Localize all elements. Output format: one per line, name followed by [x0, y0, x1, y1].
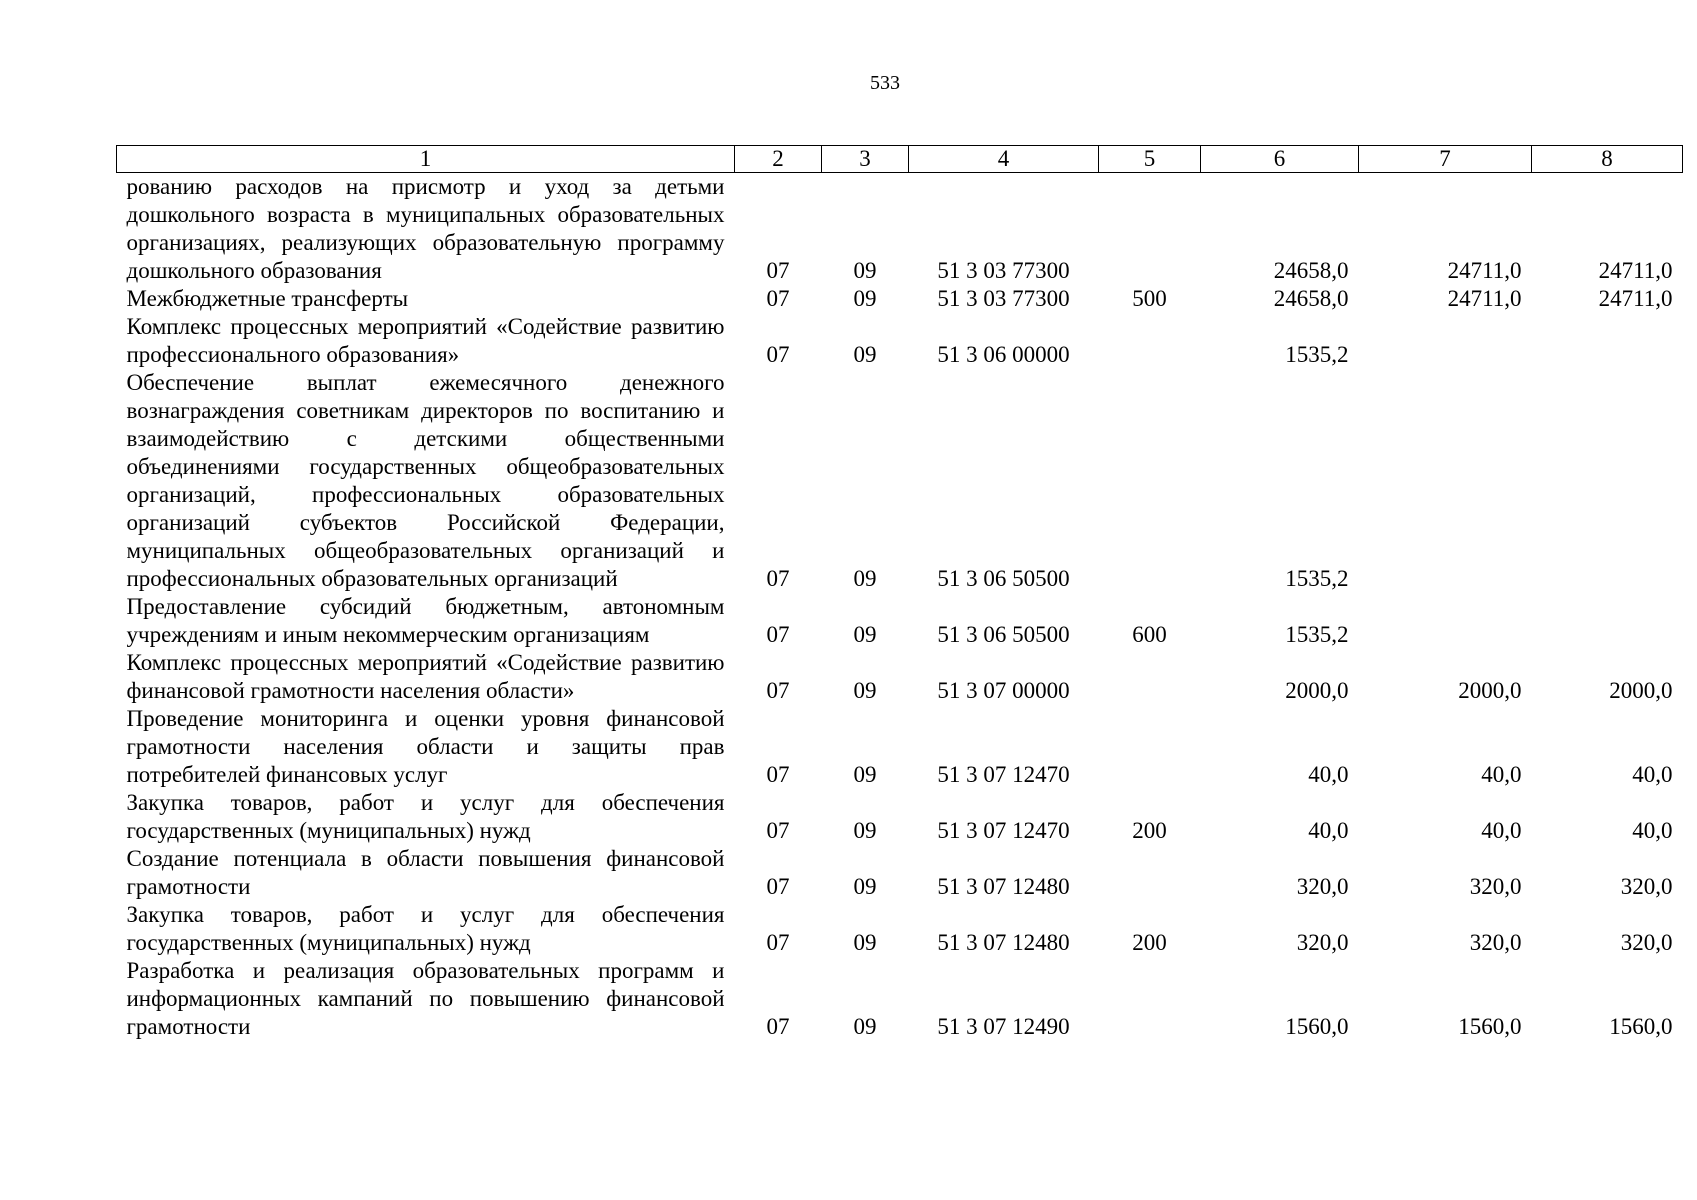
row-subsection: 09	[853, 874, 877, 899]
table-row	[117, 313, 1683, 369]
column-header: 6	[1201, 146, 1359, 173]
row-section: 07	[766, 286, 790, 311]
row-target-code: 51 3 03 77300	[937, 258, 1070, 283]
row-subsection: 09	[853, 762, 877, 787]
column-header: 5	[1099, 146, 1201, 173]
row-amount-year3	[1532, 369, 1683, 593]
row-amount-year2: 320,0	[1469, 874, 1522, 899]
row-amount-year2	[1359, 313, 1532, 369]
row-section: 07	[766, 566, 790, 591]
row-amount-year2: 40,0	[1481, 762, 1522, 787]
row-amount-year3: 40,0	[1632, 818, 1673, 843]
row-target-code: 51 3 06 50500	[937, 566, 1070, 591]
row-description: Разработка и реализация образовательных программ и информационных кампаний по повышению финансовой грамотности	[126, 958, 725, 1039]
row-amount-year3: 320,0	[1620, 874, 1673, 899]
table-row	[117, 789, 1683, 845]
column-header: 1	[117, 146, 735, 173]
row-amount-year2	[1359, 593, 1532, 649]
row-expense-type: 200	[1132, 930, 1167, 955]
table-row	[117, 593, 1683, 649]
row-expense-type	[1099, 705, 1201, 789]
column-header: 4	[909, 146, 1099, 173]
row-amount-year1: 40,0	[1308, 762, 1349, 787]
row-amount-year1: 24658,0	[1273, 286, 1349, 311]
row-expense-type	[1099, 173, 1201, 286]
table-row	[117, 369, 1683, 593]
row-description: Комплекс процессных мероприятий «Содействие развитию финансовой грамотности населения области»	[126, 650, 725, 703]
row-amount-year3: 1560,0	[1609, 1014, 1673, 1039]
table-row	[117, 845, 1683, 901]
row-amount-year2: 2000,0	[1458, 678, 1522, 703]
row-amount-year3: 24711,0	[1598, 258, 1673, 283]
row-target-code: 51 3 07 12480	[937, 930, 1070, 955]
row-target-code: 51 3 07 00000	[937, 678, 1070, 703]
row-amount-year1: 320,0	[1296, 874, 1349, 899]
row-expense-type: 500	[1132, 286, 1167, 311]
row-target-code: 51 3 07 12470	[937, 762, 1070, 787]
row-expense-type: 200	[1132, 818, 1167, 843]
table-row	[117, 705, 1683, 789]
row-expense-type	[1099, 313, 1201, 369]
row-amount-year2: 40,0	[1481, 818, 1522, 843]
row-amount-year1: 1535,2	[1285, 342, 1349, 367]
row-amount-year3: 2000,0	[1609, 678, 1673, 703]
row-description: Проведение мониторинга и оценки уровня финансовой грамотности населения области и защиты прав потребителей финансовых услуг	[126, 706, 725, 787]
row-amount-year1: 320,0	[1296, 930, 1349, 955]
row-expense-type	[1099, 845, 1201, 901]
row-subsection: 09	[853, 1014, 877, 1039]
row-description: Создание потенциала в области повышения финансовой грамотности	[126, 846, 725, 899]
row-amount-year3	[1532, 593, 1683, 649]
row-section: 07	[766, 1014, 790, 1039]
row-amount-year3: 40,0	[1632, 762, 1673, 787]
row-amount-year3: 24711,0	[1598, 286, 1673, 311]
row-amount-year2: 1560,0	[1458, 1014, 1522, 1039]
row-amount-year2: 24711,0	[1447, 286, 1522, 311]
row-subsection: 09	[853, 258, 877, 283]
row-amount-year2	[1359, 369, 1532, 593]
row-amount-year2: 320,0	[1469, 930, 1522, 955]
row-subsection: 09	[853, 818, 877, 843]
table-row	[117, 901, 1683, 957]
column-header: 7	[1359, 146, 1532, 173]
row-description: Закупка товаров, работ и услуг для обеспечения государственных (муниципальных) нужд	[126, 790, 725, 843]
row-amount-year1: 40,0	[1308, 818, 1349, 843]
row-expense-type: 600	[1132, 622, 1167, 647]
column-header: 8	[1532, 146, 1683, 173]
page-number: 533	[870, 72, 900, 94]
row-section: 07	[766, 762, 790, 787]
row-amount-year1: 1560,0	[1285, 1014, 1349, 1039]
row-section: 07	[766, 622, 790, 647]
budget-table	[116, 145, 1683, 1041]
row-section: 07	[766, 258, 790, 283]
row-subsection: 09	[853, 930, 877, 955]
row-target-code: 51 3 03 77300	[937, 286, 1070, 311]
row-target-code: 51 3 07 12490	[937, 1014, 1070, 1039]
table-header-row	[117, 146, 1683, 173]
row-description: Обеспечение выплат ежемесячного денежного вознаграждения советникам директоров по воспитанию и взаимодействию с детскими общественными объединениями государственных общеобразовательных организаций, профессиональных образовательных организаций субъектов Российской Федерации, муниципальных общеобразовательных организаций и профессиональных образовательных организаций	[126, 370, 725, 591]
column-header: 2	[735, 146, 822, 173]
row-amount-year3: 320,0	[1620, 930, 1673, 955]
row-target-code: 51 3 07 12480	[937, 874, 1070, 899]
table-row	[117, 285, 1683, 313]
column-header: 3	[822, 146, 909, 173]
row-amount-year1: 1535,2	[1285, 622, 1349, 647]
row-amount-year3	[1532, 313, 1683, 369]
table-row	[117, 649, 1683, 705]
row-description: Предоставление субсидий бюджетным, автономным учреждениям и иным некоммерческим организациям	[126, 594, 725, 647]
row-description: Закупка товаров, работ и услуг для обеспечения государственных (муниципальных) нужд	[126, 902, 725, 955]
row-section: 07	[766, 678, 790, 703]
row-amount-year1: 2000,0	[1285, 678, 1349, 703]
row-subsection: 09	[853, 286, 877, 311]
row-section: 07	[766, 930, 790, 955]
row-subsection: 09	[853, 678, 877, 703]
row-target-code: 51 3 06 50500	[937, 622, 1070, 647]
row-description: Комплекс процессных мероприятий «Содействие развитию профессионального образования»	[126, 314, 725, 367]
row-section: 07	[766, 818, 790, 843]
row-subsection: 09	[853, 622, 877, 647]
row-subsection: 09	[853, 342, 877, 367]
row-description: Межбюджетные трансферты	[126, 286, 409, 311]
row-amount-year2: 24711,0	[1447, 258, 1522, 283]
row-amount-year1: 1535,2	[1285, 566, 1349, 591]
row-target-code: 51 3 07 12470	[937, 818, 1070, 843]
row-expense-type	[1099, 957, 1201, 1041]
row-target-code: 51 3 06 00000	[937, 342, 1070, 367]
row-subsection: 09	[853, 566, 877, 591]
row-amount-year1: 24658,0	[1273, 258, 1349, 283]
row-description: рованию расходов на присмотр и уход за детьми дошкольного возраста в муниципальных образовательных организациях, реализующих образовательную программу дошкольного образования	[126, 174, 725, 283]
row-section: 07	[766, 874, 790, 899]
row-section: 07	[766, 342, 790, 367]
row-expense-type	[1099, 649, 1201, 705]
table-row	[117, 173, 1683, 286]
row-expense-type	[1099, 369, 1201, 593]
table-row	[117, 957, 1683, 1041]
